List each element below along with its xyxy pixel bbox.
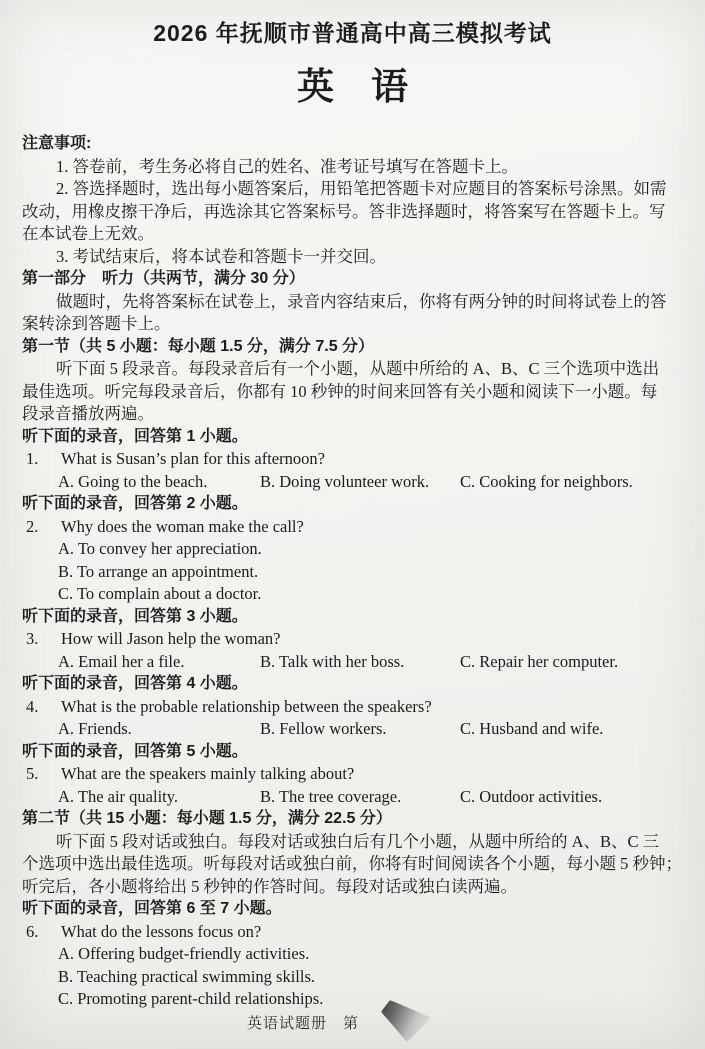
question-3-option-a: A. Email her a file. xyxy=(58,651,185,671)
section2-intro-line-1: 听下面 5 段对话或独白。每段对话或独白后有几个小题，从题中所给的 A、B、C 三 xyxy=(56,831,660,851)
question-3-option-c: C. Repair her computer. xyxy=(460,651,619,671)
part1-heading: 第一部分 听力（共两节，满分 30 分） xyxy=(22,270,305,287)
question-1-text: What is Susan’s plan for this afternoon? xyxy=(61,449,325,468)
question-4-option-c: C. Husband and wife. xyxy=(460,719,604,738)
section1-intro-line-1: 听下面 5 段录音。每段录音后有一个小题，从题中所给的 A、B、C 三个选项中选出 xyxy=(56,359,660,378)
question-3-stem xyxy=(22,628,683,651)
question-2-number: 2. xyxy=(26,516,39,536)
section1-intro-line-3: 段录音播放两遍。 xyxy=(22,404,154,423)
question-3-text: How will Jason help the woman? xyxy=(61,629,281,648)
question-5-options xyxy=(22,786,683,809)
notice-line-2: 2. 答选择题时，选出每小题答案后，用铅笔把答题卡对应题目的答案标号涂黑。如需 xyxy=(56,179,667,198)
question-4-stem xyxy=(22,696,683,719)
question-6-option-c: C. Promoting parent-child relationships. xyxy=(58,989,324,1008)
question-5-option-b: B. The tree coverage. xyxy=(260,786,402,806)
question-2-text: Why does the woman make the call? xyxy=(61,516,304,536)
notice-line-3: 改动，用橡皮擦干净后，再选涂其它答案标号。答非选择题时，将答案写在答题卡上。写 xyxy=(22,201,666,221)
question-6-stem xyxy=(22,921,683,944)
question-6 xyxy=(22,898,683,1011)
question-3-number: 3. xyxy=(26,629,39,648)
listening-cue-q1: 听下面的录音，回答第 1 小题。 xyxy=(22,427,248,445)
question-4-option-a: A. Friends. xyxy=(58,719,132,738)
question-2-stem xyxy=(22,516,683,539)
part1-intro-line-2: 案转涂到答题卡上。 xyxy=(22,314,171,333)
question-2-option-b: B. To arrange an appointment. xyxy=(58,561,259,581)
question-1-option-a: A. Going to the beach. xyxy=(58,471,208,491)
question-2-option-c: C. To complain about a doctor. xyxy=(58,584,262,603)
listening-cue-q5: 听下面的录音，回答第 5 小题。 xyxy=(22,742,248,760)
listening-cue-q6: 听下面的录音，回答第 6 至 7 小题。 xyxy=(22,900,282,917)
exam-subject: 英 语 xyxy=(297,66,408,107)
exam-title: 2026 年抚顺市普通高中高三模拟考试 xyxy=(153,20,552,46)
notice-heading: 注意事项: xyxy=(22,135,92,152)
question-5-text: What are the speakers mainly talking about? xyxy=(61,764,355,783)
question-6-text: What do the lessons focus on? xyxy=(61,921,262,941)
question-6-option-b: B. Teaching practical swimming skills. xyxy=(58,966,315,986)
question-5-stem xyxy=(22,763,683,786)
section2-heading: 第二节（共 15 小题：每小题 1.5 分，满分 22.5 分） xyxy=(22,810,392,827)
question-1-stem xyxy=(22,448,683,471)
question-3-options xyxy=(22,651,683,674)
listening-cue-q3: 听下面的录音，回答第 3 小题。 xyxy=(22,607,248,625)
question-6-number: 6. xyxy=(26,921,39,941)
section1-intro-line-2: 最佳选项。听完每段录音后，你都有 10 秒钟的时间来回答有关小题和阅读下一小题。每 xyxy=(22,381,658,401)
question-5-number: 5. xyxy=(26,764,39,783)
question-6-option-a: A. Offering budget-friendly activities. xyxy=(58,944,310,963)
notice-line-5: 3. 考试结束后，将本试卷和答题卡一并交回。 xyxy=(56,246,386,266)
question-3-option-b: B. Talk with her boss. xyxy=(260,651,405,671)
question-4 xyxy=(22,673,683,741)
question-5 xyxy=(22,741,683,809)
part1-intro-line-1: 做题时，先将答案标在试卷上，录音内容结束后，你将有两分钟的时间将试卷上的答 xyxy=(56,291,667,311)
question-1-option-b: B. Doing volunteer work. xyxy=(260,471,430,491)
question-2 xyxy=(22,493,683,606)
question-1-number: 1. xyxy=(26,449,39,468)
question-1 xyxy=(22,426,683,494)
notice-line-1: 1. 答卷前，考生务必将自己的姓名、准考证号填写在答题卡上。 xyxy=(56,156,518,176)
section1-heading: 第一节（共 5 小题：每小题 1.5 分，满分 7.5 分） xyxy=(22,337,375,355)
listening-cue-q4: 听下面的录音，回答第 4 小题。 xyxy=(22,675,248,692)
question-4-text: What is the probable relationship between the speakers? xyxy=(61,696,432,716)
question-2-option-a: A. To convey her appreciation. xyxy=(58,539,262,558)
listening-cue-q2: 听下面的录音，回答第 2 小题。 xyxy=(22,495,248,512)
question-4-options xyxy=(22,718,683,741)
question-5-option-a: A. The air quality. xyxy=(58,786,179,806)
section2-intro-line-2: 个选项中选出最佳选项。听每段对话或独白前，你将有时间阅读各个小题，每小题 5 秒钟； xyxy=(22,854,682,873)
question-1-option-c: C. Cooking for neighbors. xyxy=(460,471,633,491)
footer-page-label: 英语试题册 第 xyxy=(247,1015,360,1032)
question-5-option-c: C. Outdoor activities. xyxy=(460,786,603,806)
question-4-number: 4. xyxy=(26,696,39,716)
question-1-options xyxy=(22,471,683,494)
notice-line-4: 在本试卷上无效。 xyxy=(22,224,154,243)
question-4-option-b: B. Fellow workers. xyxy=(260,719,387,738)
section2-intro-line-3: 听完后，各小题将给出 5 秒钟的作答时间。每段对话或独白读两遍。 xyxy=(22,876,517,896)
question-3 xyxy=(22,606,683,674)
